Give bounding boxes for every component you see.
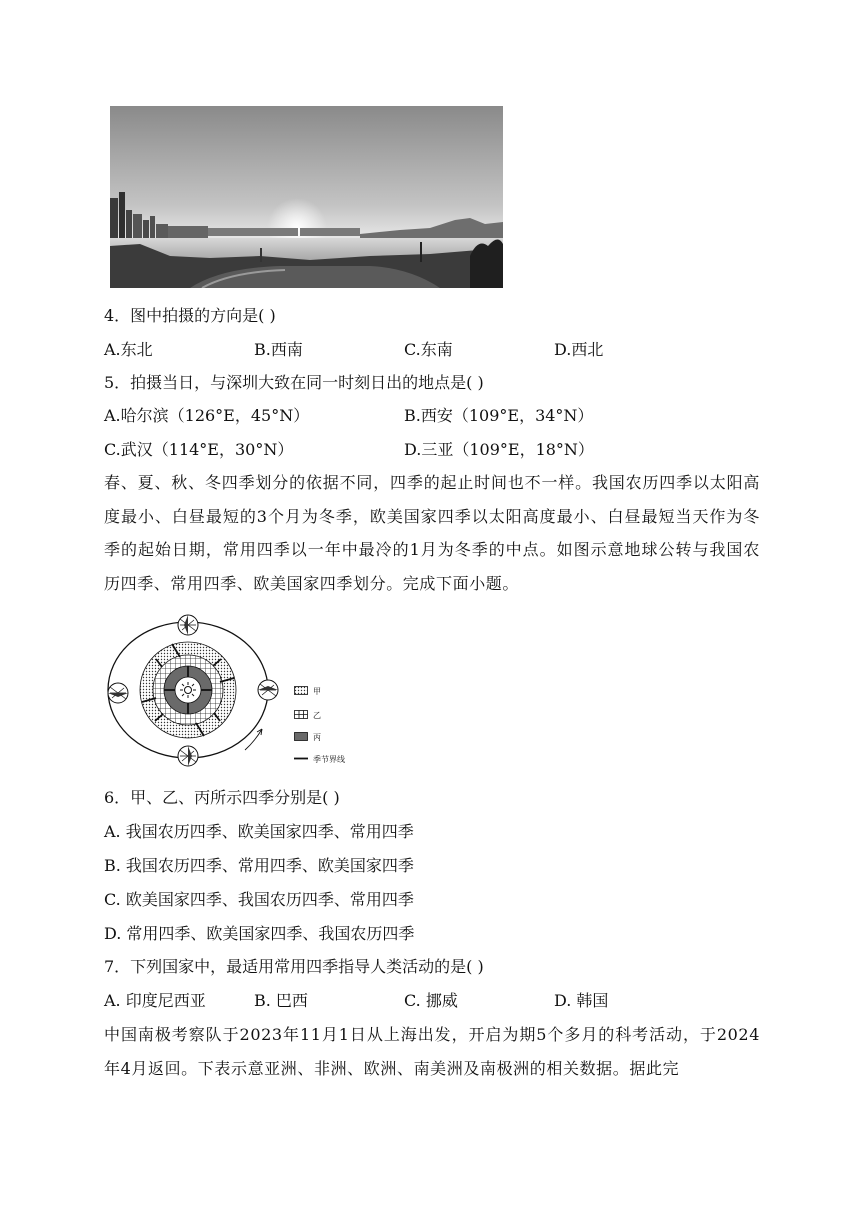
q4-option-c: C.东南 xyxy=(404,340,453,359)
q6-option-d: D. 常用四季、欧美国家四季、我国农历四季 xyxy=(104,924,415,943)
q4-option-a: A.东北 xyxy=(104,340,153,359)
sunset-photo xyxy=(110,106,503,288)
q7-option-a: A. 印度尼西亚 xyxy=(104,991,206,1010)
legend-label-jia: 甲 xyxy=(313,687,321,696)
q6-stem: 6．甲、乙、丙所示四季分别是( ) xyxy=(104,788,340,807)
q5-option-d: D.三亚（109°E，18°N） xyxy=(404,440,594,459)
legend-swatch-boundary xyxy=(294,754,308,763)
q5-option-b: B.西安（109°E，34°N） xyxy=(404,406,594,425)
legend-label-bing: 丙 xyxy=(313,733,321,742)
legend-swatch-jia xyxy=(294,686,308,695)
diagram-legend xyxy=(294,686,364,766)
passage-seasons: 春、夏、秋、冬四季划分的依据不同，四季的起止时间也不一样。我国农历四季以太阳高度最小、白昼最短的3个月为冬季，欧美国家四季以太阳高度最小、白昼最短当天作为冬季的起始日期，常用四季以一年中最冷的1月为冬季的中点。如图示意地球公转与我国农历四季、常用四季、欧美国家四季划分。完成下面小题。 xyxy=(104,473,760,593)
q6-option-b: B. 我国农历四季、常用四季、欧美国家四季 xyxy=(104,856,414,875)
q4-option-b: B.西南 xyxy=(254,340,303,359)
legend-label-boundary: 季节界线 xyxy=(313,755,345,764)
q5-option-a: A.哈尔滨（126°E，45°N） xyxy=(104,406,310,425)
q5-stem: 5．拍摄当日，与深圳大致在同一时刻日出的地点是( ) xyxy=(104,373,484,392)
legend-label-yi: 乙 xyxy=(313,711,321,720)
q7-option-d: D. 韩国 xyxy=(554,991,609,1010)
q6-option-c: C. 欧美国家四季、我国农历四季、常用四季 xyxy=(104,890,414,909)
legend-swatch-yi xyxy=(294,710,308,719)
legend-swatch-bing xyxy=(294,732,308,741)
q6-option-a: A. 我国农历四季、欧美国家四季、常用四季 xyxy=(104,822,414,841)
q4-option-d: D.西北 xyxy=(554,340,604,359)
q7-stem: 7．下列国家中，最适用常用四季指导人类活动的是( ) xyxy=(104,957,484,976)
q4-stem: 4．图中拍摄的方向是( ) xyxy=(104,306,276,325)
q7-option-c: C. 挪威 xyxy=(404,991,458,1010)
q5-option-c: C.武汉（114°E，30°N） xyxy=(104,440,294,459)
passage-antarctic: 中国南极考察队于2023年11月1日从上海出发，开启为期5个多月的科考活动，于2024年4月返回。下表示意亚洲、非洲、欧洲、南美洲及南极洲的相关数据。据此完 xyxy=(104,1025,760,1078)
q7-option-b: B. 巴西 xyxy=(254,991,308,1010)
